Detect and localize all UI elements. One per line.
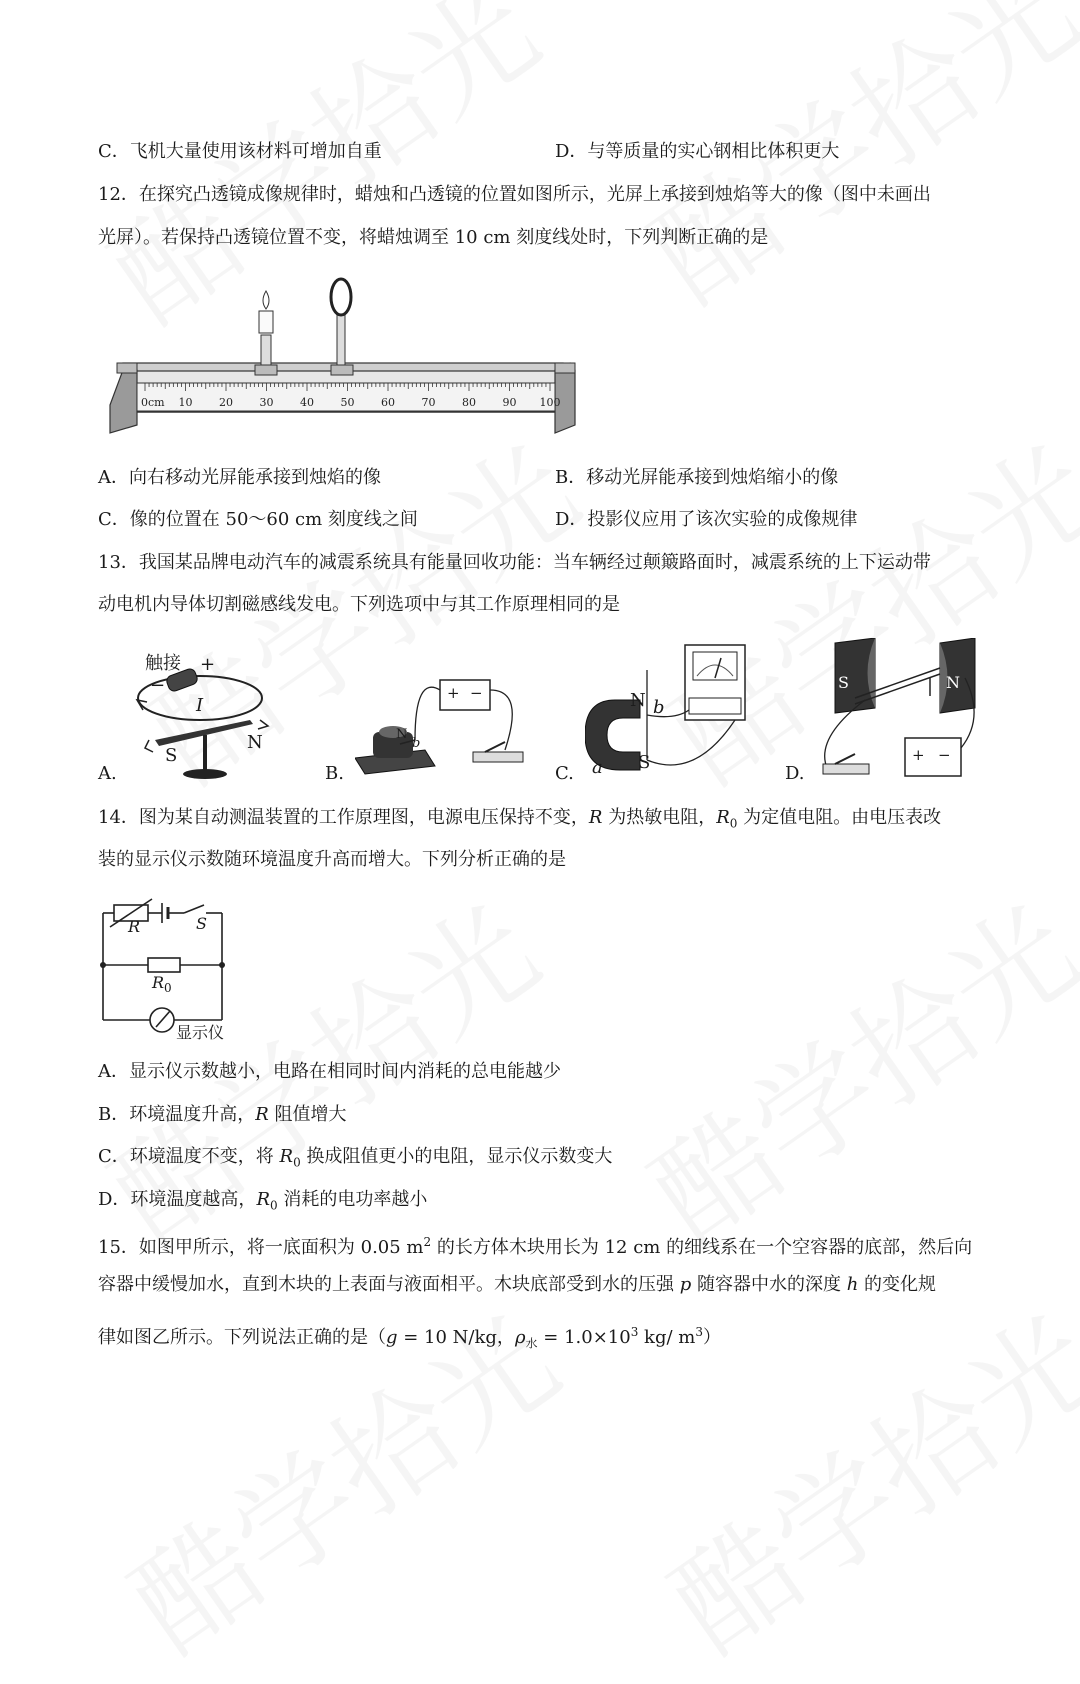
fig-a-s-label: S [165, 745, 178, 766]
q13-figure-c [585, 640, 760, 780]
fig-a-n-label: N [247, 732, 263, 753]
battery-plus: + [447, 684, 460, 702]
battery-plus: + [912, 746, 925, 764]
ruler-label: 10 [178, 396, 193, 409]
ruler-label: 0cm [141, 396, 165, 409]
q13-option-c: C. [555, 763, 574, 784]
fig-b-b-label: b [412, 736, 421, 751]
q12-option-a: A．向右移动光屏能承接到烛焰的像 [98, 467, 381, 488]
ruler-label: 80 [462, 396, 476, 409]
ruler-label: 50 [340, 396, 355, 409]
q12-option-b: B．移动光屏能承接到烛焰缩小的像 [555, 467, 839, 488]
q13-figure-b [355, 670, 530, 780]
q15-stem-line1: 15．如图甲所示，将一底面积为 0.05 $m^2$ 的长方体木块用长为 12 cm 的细线系在一个空容器的底部，然后向 [98, 1235, 973, 1258]
ruler-label: 100 [539, 396, 561, 409]
fig-a-touch-label: 触接 [145, 653, 181, 674]
q12-stem-line1: 12．在探究凸透镜成像规律时，蜡烛和凸透镜的位置如图所示，光屏上承接到烛焰等大的像（图中未画出 [98, 184, 931, 205]
q12-option-c: C．像的位置在 50～60 cm 刻度线之间 [98, 509, 418, 530]
battery-minus: − [470, 684, 483, 702]
q13-option-a: A. [98, 763, 117, 784]
fig-r-label: R [128, 917, 141, 936]
q12-stem-line2: 光屏）。若保持凸透镜位置不变，将蜡烛调至 10 cm 刻度线处时，下列判断正确的是 [98, 227, 769, 248]
ruler-label: 60 [381, 396, 395, 409]
q15-stem-line2: 容器中缓慢加水，直到木块的上表面与液面相平。木块底部受到水的压强 p 随容器中水的深度 h 的变化规 [98, 1274, 937, 1295]
q14-stem-line2: 装的显示仪示数随环境温度升高而增大。下列分析正确的是 [98, 849, 566, 870]
ruler-label: 40 [300, 396, 314, 409]
fig-r0-label: $R_0$ [152, 973, 172, 996]
fig-a-current-label: I [196, 695, 204, 716]
q13-figure-d [815, 638, 985, 783]
fig-switch-label: S [196, 914, 207, 933]
q14-option-d: D．环境温度越高，$R_0$ 消耗的电功率越小 [98, 1189, 428, 1213]
q12-option-d: D．投影仪应用了该次实验的成像规律 [555, 509, 858, 530]
q13-stem-line2: 动电机内导体切割磁感线发电。下列选项中与其工作原理相同的是 [98, 594, 620, 615]
fig-a-minus: − [150, 675, 166, 696]
fig-d-n-label: N [946, 673, 960, 692]
q14-option-c: C．环境温度不变，将 $R_0$ 换成阻值更小的电阻，显示仪示数变大 [98, 1146, 613, 1170]
ruler-label: 90 [502, 396, 517, 409]
watermark [614, 858, 1080, 1274]
q15-stem-line3: 律如图乙所示。下列说法正确的是（g = 10 N/kg，$\rho_水 = 1.0\times 10^3$ kg/ $m^3$） [98, 1325, 721, 1351]
ruler-label: 30 [259, 396, 274, 409]
q11-option-c: C．飞机大量使用该材料可增加自重 [98, 141, 382, 162]
fig-c-a-label: a [592, 757, 603, 778]
fig-c-n-label: N [630, 690, 646, 711]
q13-option-d: D. [785, 763, 805, 784]
q11-option-d: D．与等质量的实心钢相比体积更大 [555, 141, 840, 162]
fig-d-s-label: S [838, 673, 849, 692]
q14-option-b: B．环境温度升高，R 阻值增大 [98, 1104, 347, 1125]
fig-c-b-label: b [653, 697, 665, 718]
fig-display-label: 显示仪 [176, 1023, 225, 1042]
fig-a-plus: + [200, 654, 216, 675]
watermark [614, 0, 1080, 334]
optical-bench-figure [105, 275, 590, 440]
q13-option-b: B. [325, 763, 344, 784]
fig-b-n-label: N [396, 727, 408, 742]
ruler-label: 70 [421, 396, 436, 409]
q14-option-a: A．显示仪示数越小，电路在相同时间内消耗的总电能越少 [98, 1061, 561, 1082]
q13-stem-line1: 13．我国某品牌电动汽车的减震系统具有能量回收功能：当车辆经过颠簸路面时，减震系统的上下运动带 [98, 552, 931, 573]
fig-c-s-label: S [638, 752, 651, 773]
ruler-label: 20 [219, 396, 233, 409]
battery-minus: − [938, 746, 951, 764]
q14-stem-line1: 14．图为某自动测温装置的工作原理图，电源电压保持不变，R 为热敏电阻，$R_0$ 为定值电阻。由电压表改 [98, 807, 942, 831]
